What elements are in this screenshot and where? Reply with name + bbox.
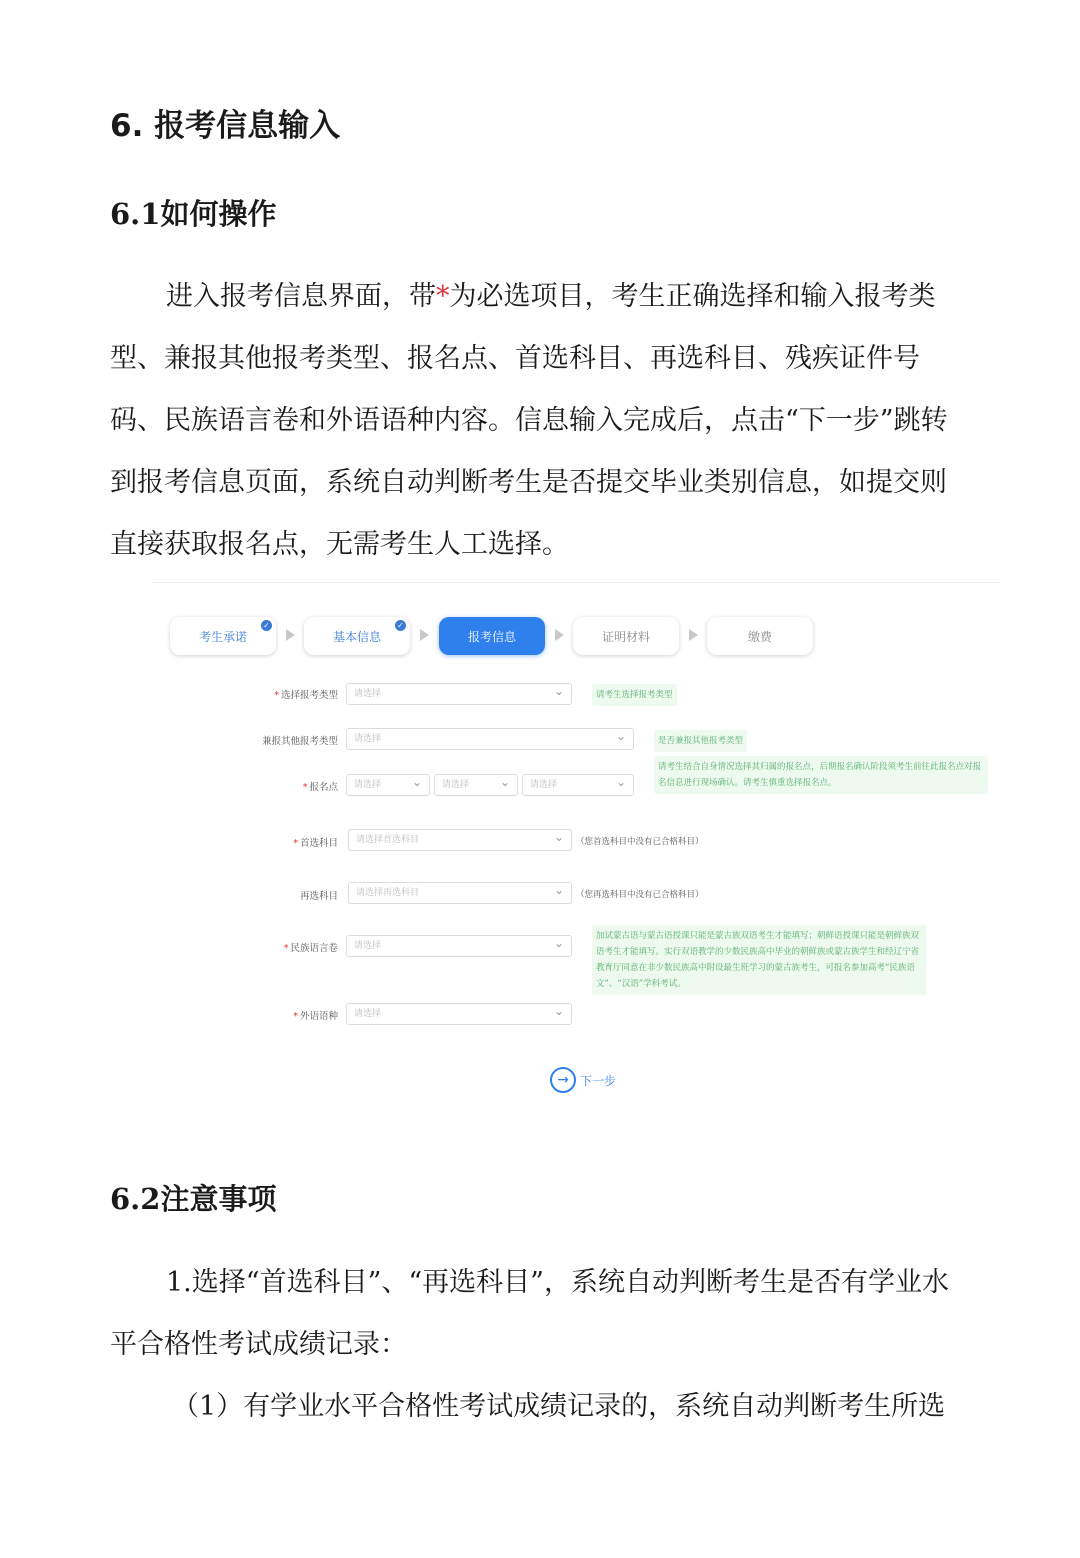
check-icon: ✓ <box>395 620 406 631</box>
arrow-right-icon: → <box>550 1067 576 1093</box>
first-subject-select[interactable]: 请选择首选科目 ⌄ <box>348 829 572 851</box>
second-subject-label: 再选科目 <box>299 891 338 902</box>
check-icon: ✓ <box>261 620 272 631</box>
step-exam-info[interactable]: 报考信息 <box>439 617 545 655</box>
second-subject-note: （您再选科目中没有已合格科目） <box>576 890 704 900</box>
step-documents[interactable]: 证明材料 <box>573 617 679 655</box>
step-arrow-icon <box>286 629 295 641</box>
note-paragraph-2: （1）有学业水平合格性考试成绩记录的，系统自动判断考生所选 <box>172 1391 946 1422</box>
foreign-select[interactable]: 请选择 ⌄ <box>346 1003 572 1025</box>
site-tip: 请考生结合自身情况选择其归属的报名点，后期报名确认阶段须考生前往此报名点对报名信息进行现场确认。请考生慎重选择报名点。 <box>654 756 988 794</box>
exam-type-tip: 请考生选择报考类型 <box>592 684 677 706</box>
extra-type-label: 兼报其他报考类型 <box>261 736 338 747</box>
site-province-select[interactable]: 请选择 ⌄ <box>346 774 430 796</box>
second-subject-select[interactable]: 请选择再选科目 ⌄ <box>348 882 572 904</box>
site-city-select[interactable]: 请选择 ⌄ <box>434 774 518 796</box>
note-paragraph-1: 1.选择“首选科目”、“再选科目”，系统自动判断考生是否有学业水平合格性考试成绩记录： <box>110 1267 949 1360</box>
ethnic-label: * 民族语言卷 <box>283 943 338 954</box>
section-title-notes: 6.2注意事项 <box>110 1182 277 1216</box>
required-star: * <box>436 281 450 312</box>
step-basic-info[interactable]: 基本信息 ✓ <box>304 617 410 655</box>
foreign-label: * 外语语种 <box>293 1011 338 1022</box>
next-step-button[interactable]: → 下一步 <box>550 1067 616 1093</box>
intro-paragraph: 进入报考信息界面，带*为必选项目，考生正确选择和输入报考类型、兼报其他报考类型、报名点、首选科目、再选科目、残疾证件号码、民族语言卷和外语语种内容。信息输入完成后，点击“下一步”跳转到报考信息页面，系统自动判断考生是否提交毕业类别信息，如提交则直接获取报名点，无需考生人工选择。 <box>110 281 948 560</box>
extra-type-select[interactable]: 请选择 ⌄ <box>346 728 634 750</box>
step-arrow-icon <box>555 629 564 641</box>
ethnic-tip: 加试蒙古语与蒙古语授课只能是蒙古族双语考生才能填写；朝鲜语授课只能是朝鲜族双语考生才能填写。实行双语教学的少数民族高中毕业的朝鲜族或蒙古族学生和经辽宁省教育厅同意在非少数民族高中附设最生班学习的蒙古族考生，可报名参加高考“民族语文”、“汉语”学科考试。 <box>592 925 926 995</box>
ethnic-select[interactable]: 请选择 ⌄ <box>346 935 572 957</box>
step-promise[interactable]: 考生承诺 ✓ <box>170 617 276 655</box>
form-screenshot <box>152 582 1000 1113</box>
step-arrow-icon <box>689 629 698 641</box>
first-subject-label: * 首选科目 <box>293 838 338 849</box>
exam-type-select[interactable]: 请选择 ⌄ <box>346 683 572 705</box>
site-point-select[interactable]: 请选择 ⌄ <box>522 774 634 796</box>
section-title-how: 6.1如何操作 <box>110 197 277 231</box>
site-label: * 报名点 <box>302 782 338 793</box>
first-subject-note: （您首选科目中没有已合格科目） <box>576 837 704 847</box>
exam-type-label: * 选择报考类型 <box>274 690 338 701</box>
page-heading: 6. 报考信息输入 <box>110 108 341 144</box>
step-payment[interactable]: 缴费 <box>707 617 813 655</box>
step-arrow-icon <box>420 629 429 641</box>
extra-type-tip: 是否兼报其他报考类型 <box>654 730 747 752</box>
